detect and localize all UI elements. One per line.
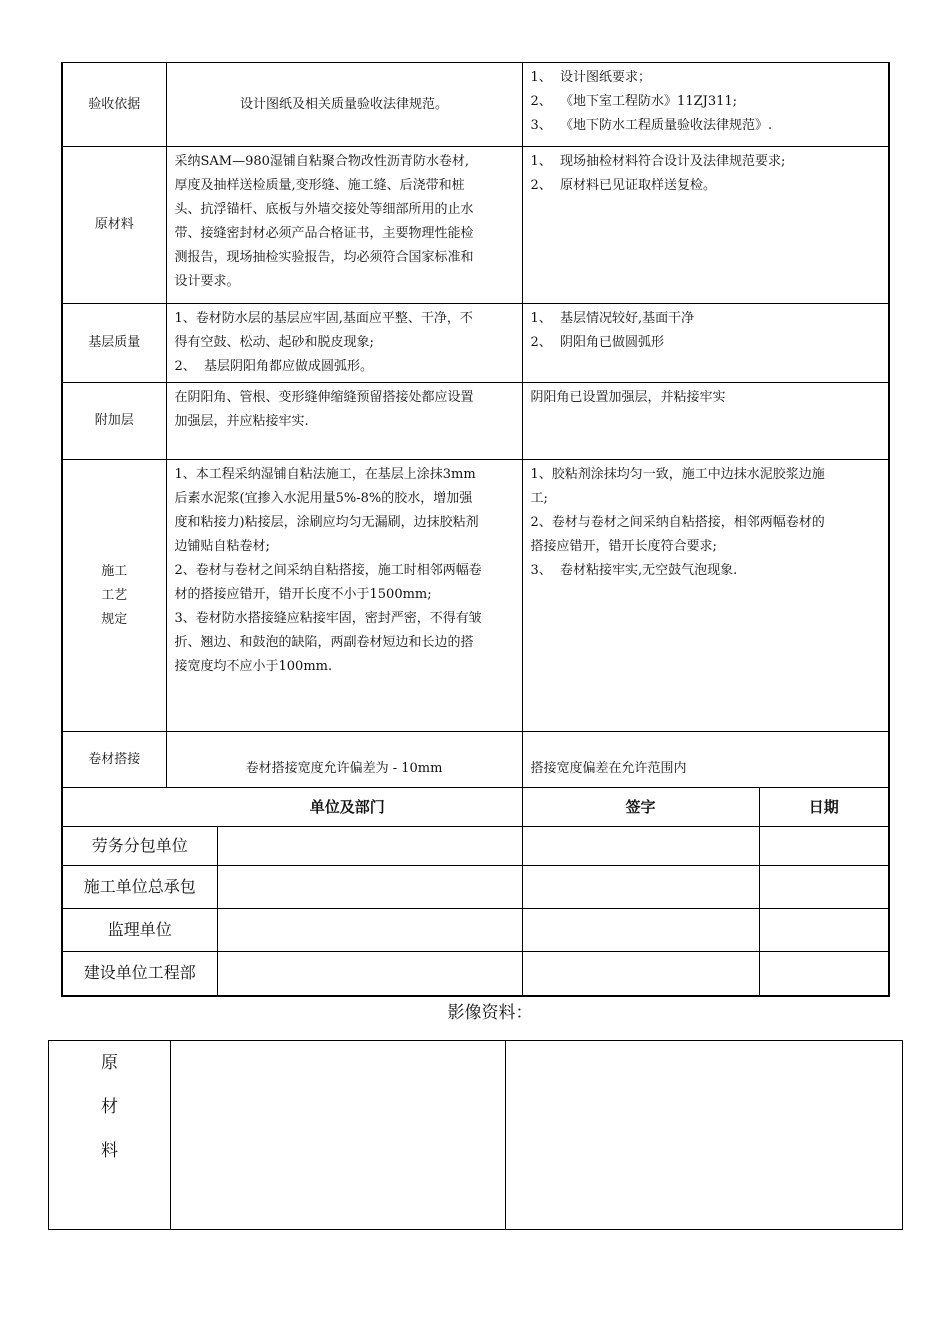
unit-name: 施工单位总承包 [62, 866, 217, 909]
image-caption: 影像资料： [447, 1003, 533, 1023]
row-label: 验收依据 [62, 63, 166, 147]
date-field[interactable] [759, 827, 889, 866]
result-cell: 阴阳角已设置加强层，并粘接牢实 [522, 383, 889, 460]
signature-row [62, 952, 889, 996]
signature-row [62, 827, 889, 866]
inspection-table [61, 62, 890, 997]
result-cell: 1、 基层情况较好,基面干净 2、 阴阳角已做圆弧形 [522, 304, 889, 383]
row-label: 基层质量 [62, 304, 166, 383]
standard-cell: 采纳SAM—980湿铺自粘聚合物改性沥青防水卷材, 厚度及抽样送检质量,变形缝、施工缝、后浇带和桩 头、抗浮锚杆、底板与外墙交接处等细部所用的止水 带、接缝密封材必须产品合格证书，主要物理性能检 测报告，现场抽检实验报告，均必须符合国家标准和 设计要求。 [166, 147, 522, 304]
unit-field[interactable] [217, 952, 522, 996]
standard-cell: 卷材搭接宽度允许偏差为 - 10mm [166, 732, 522, 788]
standard-cell: 在阴阳角、管根、变形缝伸缩缝预留搭接处都应设置 加强层，并应粘接牢实. [166, 383, 522, 460]
row-basis [62, 63, 889, 147]
row-material [62, 147, 889, 304]
result-cell: 搭接宽度偏差在允许范围内 [522, 732, 889, 788]
image-label: 原 材 料 [49, 1041, 171, 1230]
signature-row [62, 909, 889, 952]
unit-field[interactable] [217, 909, 522, 952]
row-label: 卷材搭接 [62, 732, 166, 788]
standard-cell: 1、卷材防水层的基层应牢固,基面应平整、干净，不 得有空鼓、松动、起砂和脱皮现象; 2、 基层阴阳角都应做成圆弧形。 [166, 304, 522, 383]
row-extra-layer [62, 383, 889, 460]
result-cell: 1、胶粘剂涂抹均匀一致，施工中边抹水泥胶浆边施 工; 2、卷材与卷材之间采纳自粘搭接，相邻两幅卷材的 搭接应错开，错开长度符合要求; 3、 卷材粘接牢实,无空鼓气泡现象. [522, 460, 889, 732]
sign-field[interactable] [522, 909, 759, 952]
header-sign: 签字 [522, 788, 759, 827]
result-cell: 1、 设计图纸要求； 2、 《地下室工程防水》11ZJ311; 3、 《地下防水工程质量验收法律规范》. [522, 63, 889, 147]
row-base-quality [62, 304, 889, 383]
unit-name: 建设单位工程部 [62, 952, 217, 996]
signature-header-row [62, 788, 889, 827]
date-field[interactable] [759, 866, 889, 909]
header-unit: 单位及部门 [62, 788, 522, 827]
sign-field[interactable] [522, 827, 759, 866]
row-label: 施工 工艺 规定 [62, 460, 166, 732]
row-label: 附加层 [62, 383, 166, 460]
standard-cell: 设计图纸及相关质量验收法律规范。 [166, 63, 522, 147]
unit-name: 劳务分包单位 [62, 827, 217, 866]
result-cell: 1、 现场抽检材料符合设计及法律规范要求; 2、 原材料已见证取样送复检。 [522, 147, 889, 304]
image-table [48, 1040, 903, 1230]
unit-name: 监理单位 [62, 909, 217, 952]
row-label: 原材料 [62, 147, 166, 304]
date-field[interactable] [759, 909, 889, 952]
standard-cell: 1、本工程采纳湿铺自粘法施工，在基层上涂抹3mm 后素水泥浆(宜掺入水泥用量5%-8%的胶水，增加强 度和粘接力)粘接层，涂刷应均匀无漏刷，边抹胶粘剂 边铺贴自粘卷材; 2、卷材与卷材之间采纳自粘搭接，施工时相邻两幅卷 材的搭接应错开，错开长度不小于1500mm; 3、卷材防水搭接缝应粘接牢固，密封严密，不得有皱 折、翘边、和鼓泡的缺陷，两副卷材短边和长边的搭 接宽度均不应小于100mm. [166, 460, 522, 732]
image-slot[interactable] [171, 1041, 506, 1230]
row-process [62, 460, 889, 732]
unit-field[interactable] [217, 827, 522, 866]
signature-row [62, 866, 889, 909]
header-date: 日期 [759, 788, 889, 827]
date-field[interactable] [759, 952, 889, 996]
sign-field[interactable] [522, 866, 759, 909]
unit-field[interactable] [217, 866, 522, 909]
image-slot[interactable] [506, 1041, 903, 1230]
sign-field[interactable] [522, 952, 759, 996]
row-overlap [62, 732, 889, 788]
